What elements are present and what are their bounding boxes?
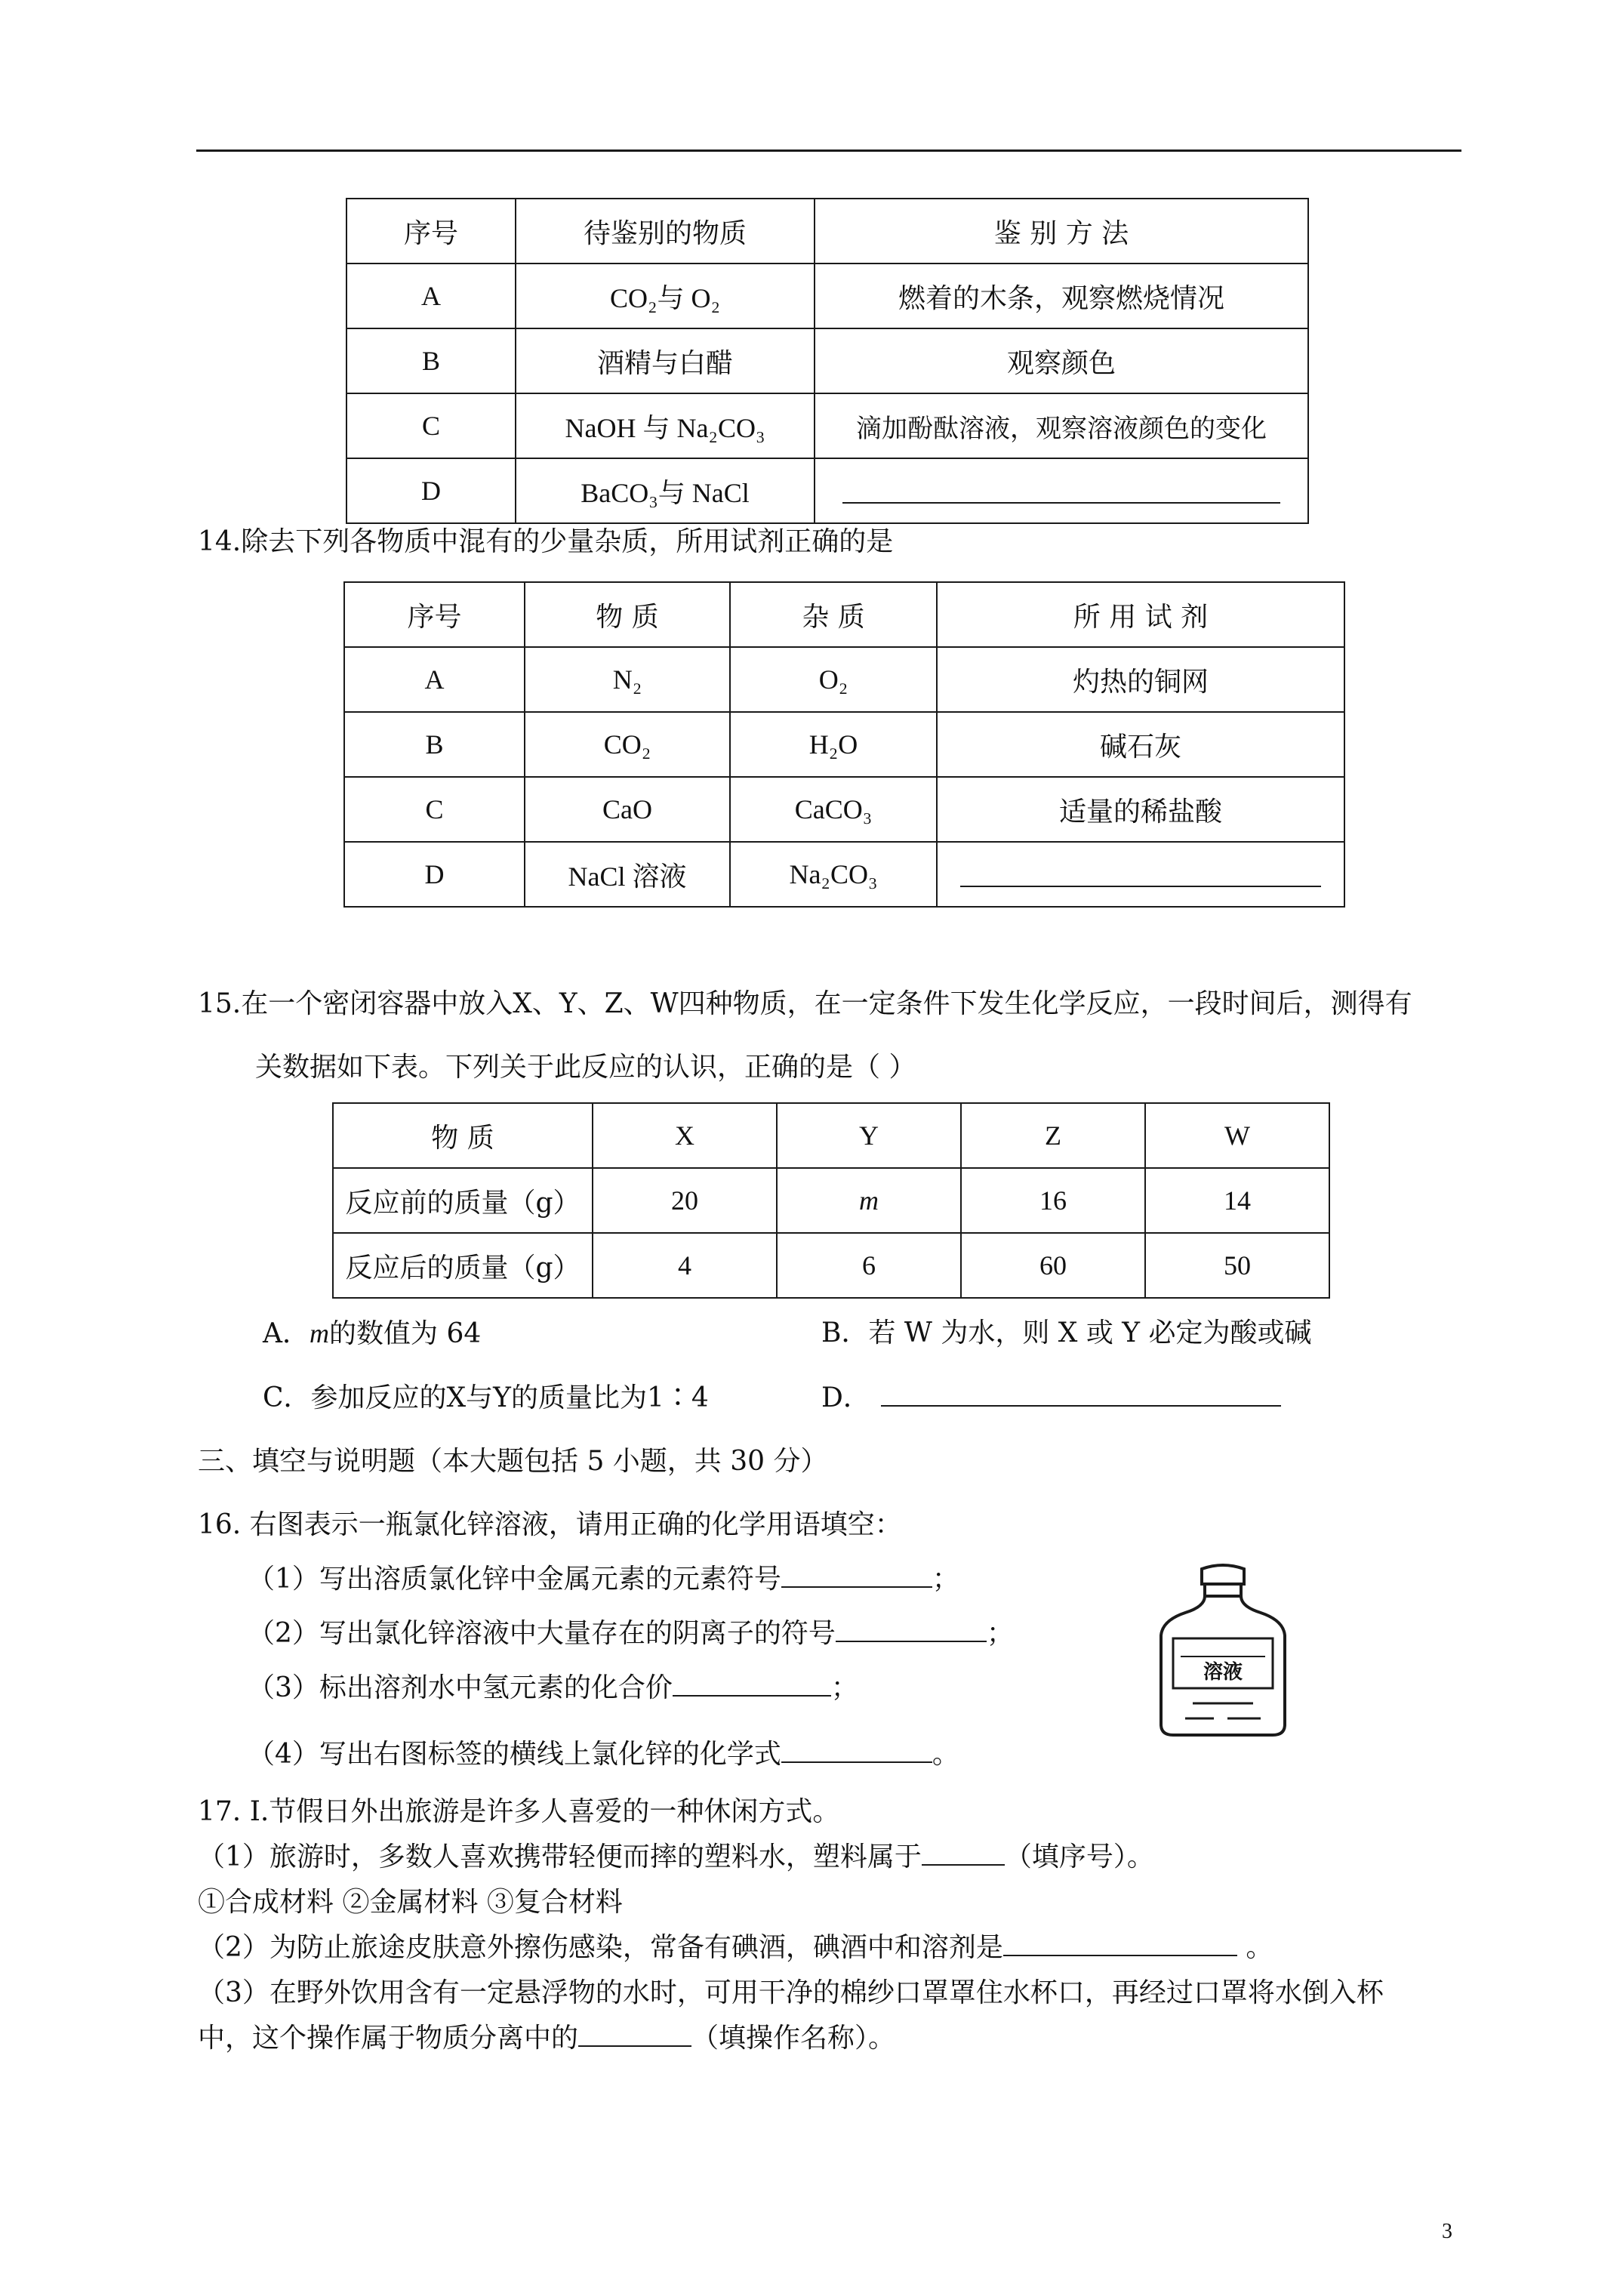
q14-stem: 14.除去下列各物质中混有的少量杂质，所用试剂正确的是 [198,526,894,557]
row-id: C [344,777,525,842]
q17-line1 [198,1839,1154,1875]
q15-option-b[interactable]: B．若 W 为水，则 X 或 Y 必定为酸或碱 [821,1318,1312,1348]
item-text: （1）写出溶质氯化锌中金属元素的元素符号 [248,1564,781,1595]
table-header-cell: 待鉴别的物质 [516,199,815,264]
substance-cell: CO₂ [525,712,730,777]
substance-cell: CO₂与 O₂ [516,264,815,328]
bottle-label-text: 溶液 [1203,1661,1243,1684]
table-header-row [344,582,1344,647]
answer-blank[interactable] [836,1616,987,1642]
table-row [333,1168,1329,1233]
value-cell: 50 [1145,1233,1329,1298]
line-end: （填序号）。 [1004,1841,1154,1872]
table-row [344,842,1344,907]
row-id: D [344,842,525,907]
q14-table [343,581,1345,908]
method-cell: 观察颜色 [815,328,1308,393]
table-header-cell: 物 质 [333,1103,593,1168]
row-id: D [346,458,516,523]
line-text: （2）为防止旅途皮肤意外擦伤感染，常备有碘酒，碘酒中和溶剂是 [198,1932,1003,1963]
row-label: 反应后的质量（g） [333,1233,593,1298]
line-end: 。 [1236,1932,1273,1963]
answer-blank[interactable] [578,2021,691,2047]
table-header-cell: 所 用 试 剂 [937,582,1344,647]
value-cell: m [777,1168,961,1233]
q15-stem-line1: 15.在一个密闭容器中放入X、Y、Z、W四种物质，在一定条件下发生化学反应，一段时间后，测得有 [198,988,1412,1019]
value-cell: 16 [961,1168,1145,1233]
q17-line4 [198,2020,895,2057]
option-a-variable: m [310,1318,329,1348]
answer-blank[interactable] [673,1671,831,1697]
value-cell: 20 [593,1168,777,1233]
answer-blank-cell[interactable] [815,458,1308,523]
substance-cell: NaOH 与 Na₂CO₃ [516,393,815,458]
option-a-text: 的数值为 64 [329,1318,482,1349]
impurity-cell: Na₂CO₃ [730,842,937,907]
substance-cell: NaCl 溶液 [525,842,730,907]
method-cell: 滴加酚酞溶液，观察溶液颜色的变化 [815,393,1308,458]
table-header-cell: 物 质 [525,582,730,647]
value-cell: 6 [777,1233,961,1298]
q16-item-1 [248,1561,959,1598]
answer-blank[interactable] [1003,1931,1237,1956]
row-id: A [344,647,525,712]
q16-item-3 [248,1670,858,1706]
line-end: （填操作名称）。 [691,2023,896,2054]
table-row [346,393,1308,458]
q16-item-2 [248,1616,1014,1652]
table-row [344,712,1344,777]
reagent-cell: 灼热的铜网 [937,647,1344,712]
item-text: （3）标出溶剂水中氢元素的化合价 [248,1672,673,1703]
section-heading: 三、填空与说明题（本大题包括 5 小题，共 30 分） [198,1446,828,1477]
table-row [346,458,1308,523]
q15-option-a[interactable] [263,1315,481,1352]
q16-stem: 16. 右图表示一瓶氯化锌溶液，请用正确的化学用语填空： [198,1509,902,1540]
table-row [344,777,1344,842]
option-d-prefix: D． [821,1382,870,1413]
impurity-cell: H₂O [730,712,937,777]
item-end: 。 [932,1739,959,1770]
header-rule [196,149,1461,152]
reagent-cell: 碱石灰 [937,712,1344,777]
q15-option-d[interactable] [821,1380,1281,1416]
table-row [346,328,1308,393]
substance-cell: 酒精与白醋 [516,328,815,393]
q17-line3: （3）在野外饮用含有一定悬浮物的水时，可用干净的棉纱口罩罩住水杯口，再经过口罩将水倒入杯 [198,1977,1384,2008]
item-end: ； [932,1564,959,1595]
item-end: ； [986,1618,1014,1649]
line-text: 中，这个操作属于物质分离中的 [198,2023,579,2054]
q17-line2 [198,1930,1273,1966]
line-text: （1）旅游时，多数人喜欢携带轻便而摔的塑料水，塑料属于 [198,1841,922,1872]
q15-option-c[interactable]: C．参加反应的X与Y的质量比为1∶4 [263,1382,709,1413]
q17-stem: 17. Ⅰ.节假日外出旅游是许多人喜爱的一种休闲方式。 [198,1796,840,1827]
answer-blank[interactable] [842,472,1280,504]
answer-blank[interactable] [922,1840,1005,1866]
answer-blank[interactable] [960,855,1321,887]
table-header-cell: Z [961,1103,1145,1168]
q13-table [346,198,1309,524]
answer-blank[interactable] [881,1381,1281,1407]
substance-cell: BaCO₃与 NaCl [516,458,815,523]
row-label: 反应前的质量（g） [333,1168,593,1233]
table-header-cell: Y [777,1103,961,1168]
table-row [333,1233,1329,1298]
table-header-cell: 鉴 别 方 法 [815,199,1308,264]
table-row [346,264,1308,328]
table-header-cell: X [593,1103,777,1168]
table-header-cell: W [1145,1103,1329,1168]
bottle-icon [1155,1563,1291,1744]
row-id: B [344,712,525,777]
table-header-cell: 杂 质 [730,582,937,647]
answer-blank-cell[interactable] [937,842,1344,907]
row-id: A [346,264,516,328]
table-header-cell: 序号 [344,582,525,647]
answer-blank[interactable] [781,1737,932,1763]
item-text: （2）写出氯化锌溶液中大量存在的阴离子的符号 [248,1618,836,1649]
page-number: 3 [1442,2220,1452,2243]
reagent-cell: 适量的稀盐酸 [937,777,1344,842]
substance-cell: N₂ [525,647,730,712]
answer-blank[interactable] [781,1562,932,1588]
table-header-cell: 序号 [346,199,516,264]
row-id: C [346,393,516,458]
row-id: B [346,328,516,393]
q15-table [332,1102,1330,1299]
q16-item-4 [248,1737,959,1773]
option-a-prefix: A． [263,1318,310,1349]
reagent-bottle-figure [1155,1563,1291,1744]
table-header-row [333,1103,1329,1168]
value-cell: 14 [1145,1168,1329,1233]
table-header-row [346,199,1308,264]
table-row [344,647,1344,712]
value-cell: 60 [961,1233,1145,1298]
impurity-cell: CaCO₃ [730,777,937,842]
item-end: ； [830,1672,858,1703]
substance-cell: CaO [525,777,730,842]
q17-options: ①合成材料 ②金属材料 ③复合材料 [198,1887,623,1918]
impurity-cell: O₂ [730,647,937,712]
item-text: （4）写出右图标签的横线上氯化锌的化学式 [248,1739,781,1770]
q15-stem-line2: 关数据如下表。下列关于此反应的认识，正确的是（ ） [255,1052,916,1083]
value-cell: 4 [593,1233,777,1298]
method-cell: 燃着的木条，观察燃烧情况 [815,264,1308,328]
